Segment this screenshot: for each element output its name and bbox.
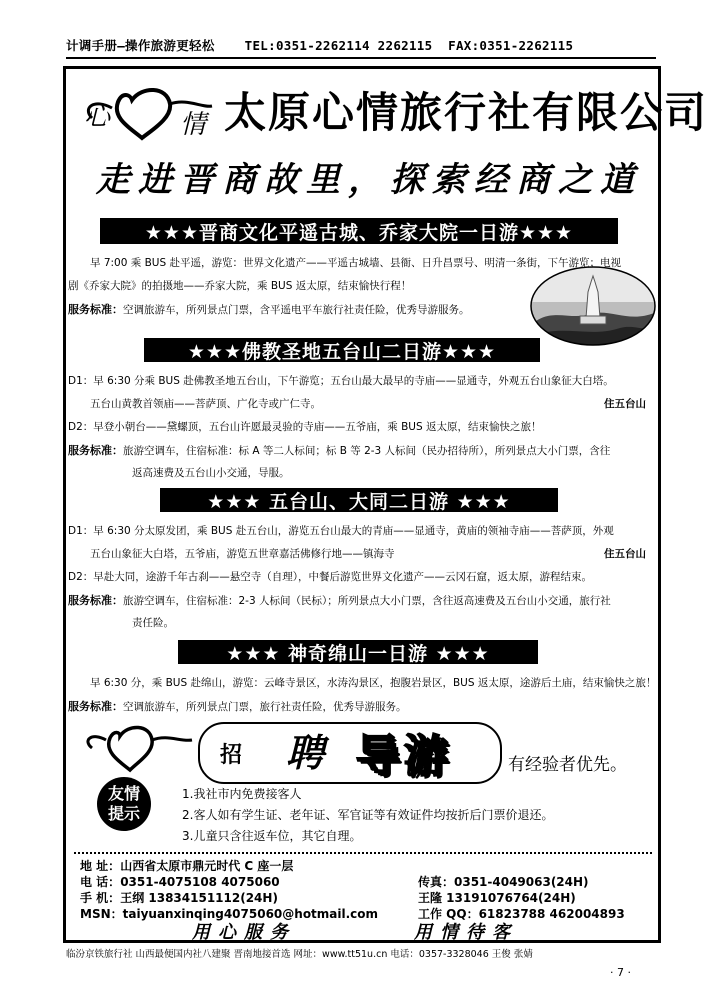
tour3-service-cont: 责任险。 [132, 617, 174, 629]
slogan-right: 探索经商之道 [390, 160, 642, 200]
motto-left: 用心服务 [192, 922, 296, 943]
header-rule [66, 57, 656, 59]
notice-3: 3.儿童只含往返车位，其它自理。 [182, 829, 362, 843]
recruit-zhao: 招 [220, 743, 243, 768]
slogan [96, 152, 642, 201]
slogan-left: 走进晋商故里 [96, 160, 348, 200]
header-fax: FAX:0351-2262115 [448, 38, 574, 53]
phone-label: 电 话： [80, 875, 121, 889]
tour1-line2: 剧《乔家大院》的拍摄地——乔家大院，乘 BUS 返太原，结束愉快行程！ [68, 280, 412, 292]
tour4-title: ★★★ 神奇绵山一日游 ★★★ [178, 640, 538, 664]
contact-fax: 传真：0351-4049063(24H) [418, 875, 589, 889]
tour1-title: ★★★晋商文化平遥古城、乔家大院一日游★★★ [100, 218, 618, 244]
contact-phone [80, 874, 280, 890]
mobile-label: 手 机： [80, 891, 121, 905]
tour4-service-label: 服务标准： [68, 700, 123, 713]
address-value: 山西省太原市鼎元时代 C 座一层 [120, 859, 294, 873]
tour4-service [68, 695, 407, 719]
notice-1: 1.我社市内免费接客人 [182, 787, 302, 801]
header-tagline: 计调手册—操作旅游更轻松 [66, 38, 215, 53]
tour3-d1-line2: 五台山象征大白塔，五爷庙，游览五世章嘉活佛修行地——镇海寺 [90, 548, 395, 560]
tour2-d1-line1: D1：早 6:30 分乘 BUS 赴佛教圣地五台山，下午游览；五台山最大最早的寺庙——显通寺，外观五台山象征大白塔。 [68, 375, 614, 387]
tour2-service-text: 旅游空调车，住宿标准：标 A 等二人标间；标 B 等 2-3 人标间（民办招待所），所列景点大小门票，含往 [123, 445, 611, 457]
tour4-line: 早 6:30 分，乘 BUS 赴绵山，游览：云峰寺景区，水涛沟景区，抱腹岩景区，BUS 返太原，途游后土庙，结束愉快之旅！ [90, 677, 657, 689]
notice-badge-text: 友情提示 [107, 784, 140, 823]
motto-right: 用情待客 [414, 922, 518, 943]
pagoda-photo [530, 266, 656, 346]
tour2-service [68, 439, 610, 463]
tour1-service-label: 服务标准： [68, 303, 123, 316]
tour4-service-text: 空调旅游车，所列景点门票，旅行社责任险，优秀导游服务。 [123, 701, 407, 713]
tour1-line1: 早 7:00 乘 BUS 赴平遥，游览：世界文化遗产——平遥古城墙、县衙、日升昌票号、明清一条街，下午游览；电视 [90, 257, 621, 269]
msn-value: taiyuanxinqing4075060@hotmail.com [122, 907, 379, 921]
recruit-pin: 聘 [286, 730, 325, 775]
tour2-stay-location: 住五台山 [604, 398, 646, 410]
contact-mobile [80, 890, 278, 906]
tour1-service-text: 空调旅游车，所列景点门票，含平遥电平车旅行社责任险，优秀导游服务。 [123, 304, 470, 316]
header-tel: TEL:0351-2262114 2262115 [244, 38, 433, 53]
tour2-title: ★★★佛教圣地五台山二日游★★★ [144, 338, 540, 362]
tour3-service-label: 服务标准： [68, 594, 123, 607]
header-line [66, 36, 656, 56]
bottom-line: 临汾京铁旅行社 山西最便国内社八建聚 晋南地接首选 网址：www.tt51u.cn 电话：0357-3328046 王俊 张婧 [66, 949, 533, 960]
tour3-service [68, 589, 611, 613]
logo-script-left: 心 [84, 102, 111, 132]
dotted-divider [74, 852, 652, 854]
contact-address [80, 858, 293, 874]
page-number: · 7 · [610, 966, 631, 979]
recruit-note: 有经验者优先。 [508, 755, 627, 775]
logo-script-right: 情 [180, 110, 207, 140]
tour2-service-cont: 返高速费及五台山小交通，导服。 [132, 467, 290, 479]
tour1-service [68, 298, 470, 322]
notice-2: 2.客人如有学生证、老年证、军官证等有效证件均按折后门票价退还。 [182, 808, 554, 822]
recruit-box [198, 722, 502, 784]
mobile-value: 王纲 13834151112(24H) [120, 891, 278, 905]
tour3-d2: D2：早赴大同，途游千年古刹——悬空寺（自理），中餐后游览世界文化遗产——云冈石窟，返太原，游程结束。 [68, 571, 593, 583]
msn-label: MSN： [80, 907, 123, 921]
tour3-stay-location: 住五台山 [604, 548, 646, 560]
contact-qq: 工作 QQ：61823788 462004893 [418, 907, 625, 921]
tour3-title: ★★★ 五台山、大同二日游 ★★★ [160, 488, 558, 512]
company-name: 太原心情旅行社有限公司 [224, 88, 709, 137]
tour3-service-text: 旅游空调车，住宿标准：2-3 人标间（民标）；所列景点大小门票，含往返高速费及五台山小交通，旅行社 [123, 595, 611, 607]
phone-value: 0351-4075108 4075060 [120, 875, 280, 889]
tour2-service-label: 服务标准： [68, 444, 123, 457]
tour2-d2: D2：早登小朝台——黛螺顶，五台山许愿最灵验的寺庙——五爷庙，乘 BUS 返太原，结束愉快之旅！ [68, 421, 542, 433]
recruit-daoyou: 导游 [356, 731, 452, 782]
tour2-d1-line2: 五台山黄教首领庙——菩萨顶、广化寺或广仁寺。 [90, 398, 321, 410]
contact-mobile-2: 王隆 13191076764(24H) [418, 891, 576, 905]
tour3-d1-line1: D1：早 6:30 分太原发团，乘 BUS 赴五台山，游览五台山最大的青庙——显通寺，黄庙的领袖寺庙——菩萨顶，外观 [68, 525, 614, 537]
slogan-comma: ， [348, 160, 390, 200]
address-label: 地 址： [80, 859, 121, 873]
heart-small-icon [80, 718, 198, 778]
